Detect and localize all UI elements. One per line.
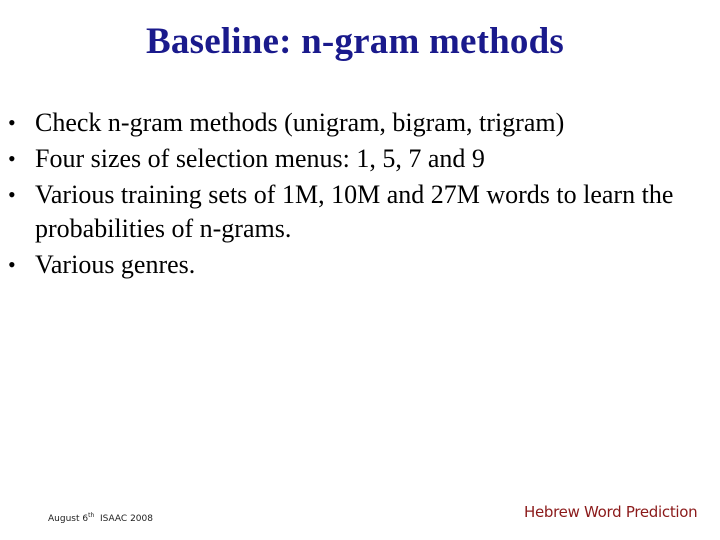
footer-date-suffix: th [88, 512, 95, 519]
bullet-item [8, 248, 712, 282]
bullet-item [8, 178, 712, 246]
bullet-item [8, 106, 712, 140]
bullet-icon: • [8, 252, 16, 277]
bullet-text: Various training sets of 1M, 10M and 27M words to learn the probabilities of n-grams. [35, 180, 674, 243]
footer-date: August 6 [48, 514, 89, 524]
bullet-text: Four sizes of selection menus: 1, 5, 7 and 9 [35, 144, 485, 173]
bullet-item [8, 142, 712, 176]
bullet-text: Check n-gram methods (unigram, bigram, trigram) [35, 108, 565, 137]
footer-event: ISAAC 2008 [99, 514, 153, 524]
bullet-icon: • [8, 110, 16, 135]
bullet-list [8, 106, 712, 284]
footer-presentation-title: Hebrew Word Prediction [524, 503, 698, 521]
slide-title: Baseline: n-gram methods [146, 21, 564, 62]
footer-date-event [48, 512, 153, 524]
bullet-icon: • [8, 146, 16, 171]
bullet-text: Various genres. [35, 250, 196, 279]
bullet-icon: • [8, 182, 16, 207]
